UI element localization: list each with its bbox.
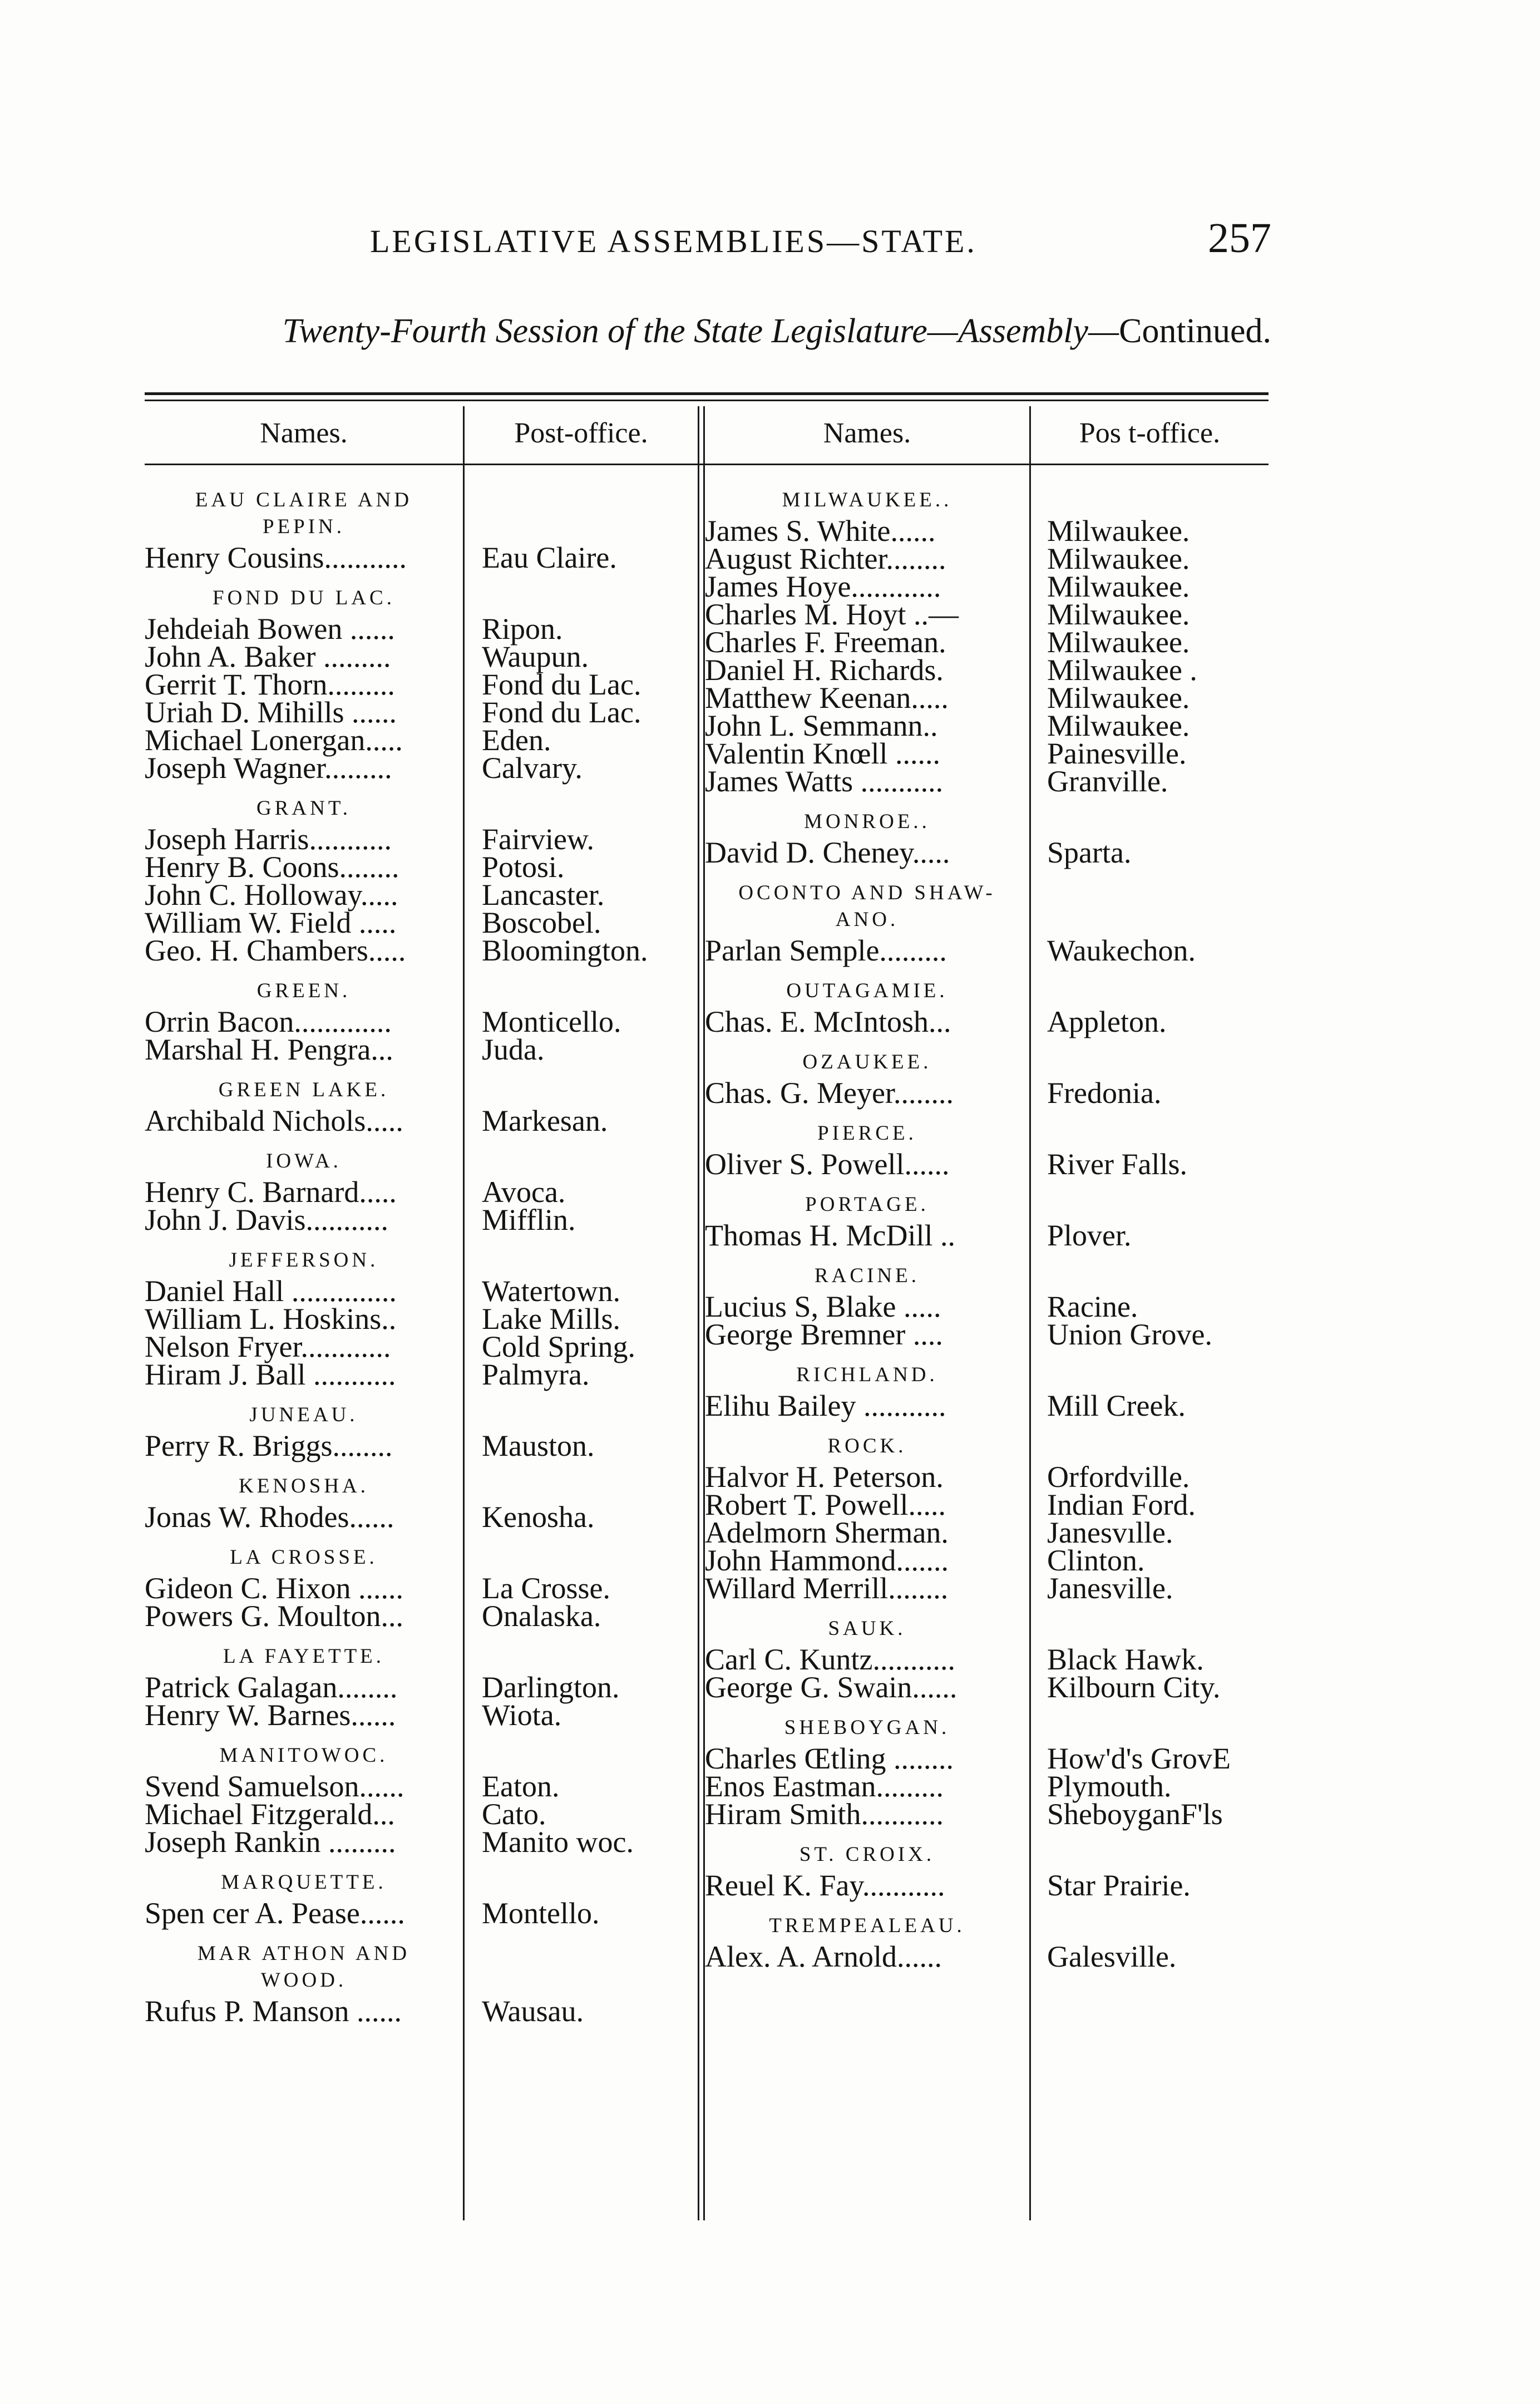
member-name: Robert T. Powell..... (705, 1488, 946, 1521)
member-name: Henry W. Barnes...... (145, 1698, 396, 1732)
member-post-office: Granville. (1047, 765, 1168, 798)
member-name: George Bremner .... (705, 1318, 943, 1351)
member-name: Charles Œtling ........ (705, 1742, 954, 1775)
member-name: Jonas W. Rhodes...... (145, 1500, 394, 1534)
member-name: Valentin Knœll ...... (705, 737, 940, 770)
member-name: Henry Cousins........... (145, 541, 407, 574)
column-header-names-left: Names. (260, 417, 348, 449)
member-name: Geo. H. Chambers..... (145, 934, 406, 967)
county-heading: GRANT. (256, 797, 351, 820)
page-number: 257 (1208, 215, 1271, 262)
member-name: Adelmorn Sherman. (705, 1516, 949, 1549)
county-heading: FOND DU LAC. (213, 587, 395, 609)
member-post-office: Star Prairie. (1047, 1869, 1191, 1902)
member-post-office: Milwaukee. (1047, 542, 1190, 575)
member-name: John C. Holloway..... (145, 878, 398, 912)
member-name: Rufus P. Manson ...... (145, 1994, 402, 2028)
county-heading: IOWA. (266, 1150, 342, 1173)
member-post-office: Bloomington. (482, 934, 648, 967)
county-heading: MARQUETTE. (221, 1871, 387, 1894)
member-post-office: Sparta. (1047, 836, 1132, 869)
member-name: Joseph Harris........... (145, 822, 392, 856)
member-post-office: Cold Spring. (482, 1330, 636, 1363)
county-heading: MONROE.. (804, 810, 930, 833)
member-name: Hiram J. Ball ........... (145, 1358, 396, 1391)
county-heading: OZAUKEE. (802, 1051, 932, 1073)
member-name: Joseph Rankin ......... (145, 1825, 396, 1859)
members-table (145, 392, 1268, 2234)
subtitle-continued: Continued. (1119, 312, 1271, 350)
member-post-office: Union Grove. (1047, 1318, 1212, 1351)
county-heading: MILWAUKEE.. (782, 489, 952, 511)
county-heading: RICHLAND. (796, 1363, 938, 1386)
column-header-post-right: Pos t-office. (1079, 417, 1221, 449)
member-name: David D. Cheney..... (705, 836, 950, 869)
county-heading: GREEN. (256, 979, 351, 1002)
member-name: Uriah D. Mihills ...... (145, 696, 397, 729)
member-post-office: Painesville. (1047, 737, 1187, 770)
member-name: Svend Samuelson...... (145, 1770, 404, 1803)
county-heading: GREEN LAKE. (218, 1078, 389, 1101)
county-heading: TREMPEALEAU. (769, 1914, 965, 1937)
member-post-office: Milwaukee . (1047, 653, 1197, 687)
member-post-office: How'd's GrovE (1047, 1742, 1231, 1775)
member-name: Carl C. Kuntz........... (705, 1643, 955, 1676)
county-heading: KENOSHA. (238, 1475, 369, 1497)
member-post-office: Milwaukee. (1047, 709, 1190, 742)
member-post-office: Juda. (482, 1033, 545, 1066)
member-name: Spen cer A. Pease...... (145, 1896, 405, 1930)
member-post-office: Palmyra. (482, 1358, 590, 1391)
member-name: Henry B. Coons........ (145, 850, 399, 884)
page-header (147, 215, 1271, 287)
member-post-office: SheboyganF'ls (1047, 1797, 1223, 1831)
running-title: LEGISLATIVE ASSEMBLIES—STATE. (370, 223, 977, 259)
member-name: John A. Baker ......... (145, 640, 391, 673)
county-heading: OCONTO AND SHAW-ANO. (738, 881, 996, 931)
member-name: Halvor H. Peterson. (705, 1460, 944, 1494)
member-post-office: Waupun. (482, 640, 589, 673)
member-name: James Watts ........... (705, 765, 944, 798)
member-name: Daniel H. Richards. (705, 653, 944, 687)
member-post-office: River Falls. (1047, 1147, 1187, 1181)
member-post-office: Kilbourn City. (1047, 1671, 1221, 1704)
member-post-office: Janesvılle. (1047, 1516, 1173, 1549)
member-name: John L. Semmann.. (705, 709, 938, 742)
member-post-office: Lake Mills. (482, 1302, 620, 1336)
member-post-office: Milwaukee. (1047, 681, 1190, 715)
member-post-office: Milwaukee. (1047, 625, 1190, 659)
county-heading: PIERCE. (817, 1122, 917, 1145)
member-name: Joseph Wagner......... (145, 751, 392, 785)
member-post-office: Montello. (482, 1896, 600, 1930)
member-name: Patrick Galagan........ (145, 1671, 398, 1704)
member-post-office: Monticello. (482, 1005, 621, 1038)
member-name: Alex. A. Arnold...... (705, 1940, 942, 1973)
member-post-office: Markesan. (482, 1104, 608, 1137)
member-post-office: Clinton. (1047, 1544, 1145, 1577)
member-name: Elihu Bailey ........... (705, 1389, 946, 1422)
member-name: August Richter........ (705, 542, 946, 575)
member-name: Daniel Hall .............. (145, 1274, 397, 1308)
member-post-office: Fairview. (482, 822, 594, 856)
county-heading: RACINE. (815, 1264, 920, 1287)
member-name: Henry C. Barnard..... (145, 1175, 397, 1209)
member-post-office: Wausau. (482, 1994, 584, 2028)
county-heading: MAR ATHON AND WOOD. (197, 1942, 411, 1992)
member-post-office: Milwaukee. (1047, 570, 1190, 603)
member-post-office: Manito woc. (482, 1825, 634, 1859)
member-name: Chas. E. McIntosh... (705, 1005, 951, 1038)
member-post-office: Potosi. (482, 850, 565, 884)
member-post-office: Calvary. (482, 751, 583, 785)
member-name: George G. Swain...... (705, 1671, 957, 1704)
member-name: Matthew Keenan..... (705, 681, 949, 715)
member-post-office: Plover. (1047, 1219, 1132, 1252)
member-post-office: Janesville. (1047, 1572, 1173, 1605)
member-post-office: Ripon. (482, 612, 563, 646)
member-name: Lucius S, Blake ..... (705, 1290, 941, 1323)
member-name: Michael Fitzgerald... (145, 1797, 395, 1831)
member-post-office: Mifflin. (482, 1203, 576, 1237)
county-heading: PORTAGE. (805, 1193, 929, 1216)
member-name: Jehdeiah Bowen ...... (145, 612, 395, 646)
member-name: John Hammond....... (705, 1544, 949, 1577)
county-heading: LA CROSSE. (230, 1546, 378, 1569)
county-heading: JUNEAU. (249, 1403, 358, 1426)
member-name: Hiram Smith........... (705, 1797, 944, 1831)
county-heading: SHEBOYGAN. (784, 1716, 950, 1739)
member-name: John J. Davis........... (145, 1203, 389, 1237)
member-post-office: Cato. (482, 1797, 546, 1831)
member-post-office: Milwaukee. (1047, 514, 1190, 548)
county-heading: MANITOWOC. (219, 1744, 388, 1767)
column-header-names-right: Names. (823, 417, 911, 449)
member-name: Gideon C. Hixon ...... (145, 1572, 403, 1605)
member-post-office: Lancaster. (482, 878, 605, 912)
member-name: William L. Hoskins.. (145, 1302, 397, 1336)
member-name: Marshal H. Pengra... (145, 1033, 393, 1066)
member-post-office: Watertown. (482, 1274, 621, 1308)
member-name: Enos Eastman......... (705, 1770, 944, 1803)
county-heading: OUTAGAMIE. (786, 979, 948, 1002)
member-name: Gerrit T. Thorn......... (145, 668, 395, 701)
member-post-office: Boscobel. (482, 906, 601, 939)
member-name: Perry R. Briggs........ (145, 1429, 393, 1462)
member-post-office: Darlington. (482, 1671, 620, 1704)
member-post-office: Fredonia. (1047, 1076, 1162, 1110)
member-post-office: Waukechon. (1047, 934, 1196, 967)
member-post-office: Plymouth. (1047, 1770, 1172, 1803)
table-subtitle (147, 312, 1271, 351)
member-post-office: Galesville. (1047, 1940, 1177, 1973)
member-name: Archibald Nichols..... (145, 1104, 403, 1137)
member-post-office: Fond du Lac. (482, 668, 641, 701)
member-post-office: Eau Claire. (482, 541, 617, 574)
member-post-office: Avoca. (482, 1175, 566, 1209)
member-post-office: Indian Ford. (1047, 1488, 1196, 1521)
member-post-office: La Crosse. (482, 1572, 610, 1605)
county-heading: ROCK. (827, 1435, 907, 1457)
member-post-office: Mauston. (482, 1429, 595, 1462)
table-entries (145, 392, 1268, 2234)
member-name: Parlan Semple......... (705, 934, 947, 967)
member-name: Orrin Bacon............. (145, 1005, 392, 1038)
member-post-office: Kenosha. (482, 1500, 595, 1534)
member-name: Willard Merrill........ (705, 1572, 949, 1605)
member-name: James Hoye............ (705, 570, 941, 603)
member-name: James S. White...... (705, 514, 936, 548)
member-name: Charles M. Hoyt ..— (705, 598, 959, 631)
county-heading: SAUK. (828, 1617, 906, 1640)
subtitle-italic: Twenty-Fourth Session of the State Legislature—Assembly— (282, 312, 1119, 350)
county-heading: ST. CROIX. (799, 1843, 935, 1866)
member-name: Nelson Fryer............ (145, 1330, 391, 1363)
member-name: Powers G. Moulton... (145, 1599, 404, 1633)
member-post-office: Eden. (482, 723, 551, 757)
member-name: William W. Field ..... (145, 906, 397, 939)
member-name: Michael Lonergan..... (145, 723, 403, 757)
member-post-office: Milwaukee. (1047, 598, 1190, 631)
county-heading: LA FAYETTE. (223, 1645, 385, 1668)
member-post-office: Wiota. (482, 1698, 562, 1732)
member-post-office: Appleton. (1047, 1005, 1167, 1038)
member-post-office: Eaton. (482, 1770, 560, 1803)
member-post-office: Onalaska. (482, 1599, 601, 1633)
member-post-office: Racine. (1047, 1290, 1138, 1323)
member-name: Chas. G. Meyer........ (705, 1076, 954, 1110)
member-name: Reuel K. Fay........... (705, 1869, 945, 1902)
member-post-office: Orfordville. (1047, 1460, 1190, 1494)
county-heading: JEFFERSON. (229, 1249, 379, 1272)
member-post-office: Mill Creek. (1047, 1389, 1186, 1422)
member-name: Oliver S. Powell...... (705, 1147, 950, 1181)
member-name: Thomas H. McDill .. (705, 1219, 955, 1252)
column-header-post-left: Post-office. (514, 417, 648, 449)
member-post-office: Fond du Lac. (482, 696, 641, 729)
member-name: Charles F. Freeman. (705, 625, 946, 659)
county-heading: EAU CLAIRE AND PEPIN. (195, 489, 413, 538)
member-post-office: Black Hawk. (1047, 1643, 1204, 1676)
